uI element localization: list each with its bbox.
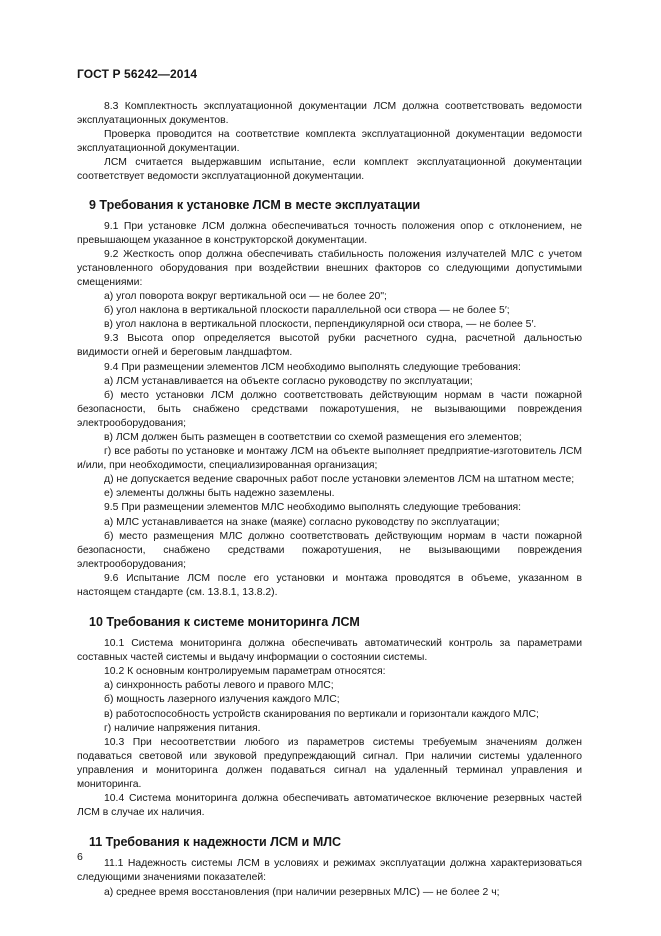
paragraph: ЛСМ считается выдержавшим испытание, если комплект эксплуатационной документации соответствует ведомости эксплуатационной документации. [77,157,582,183]
section-9-heading: 9 Требования к установке ЛСМ в месте эксплуатации [89,197,421,212]
document-header: ГОСТ Р 56242—2014 [77,67,198,81]
paragraph: Проверка проводится на соответствие комплекта эксплуатационной документации ведомости эксплуатационной документации. [77,129,582,155]
list-item: г) наличие напряжения питания. [104,722,261,734]
list-item: в) работоспособность устройств сканирования по вертикали и горизонтали каждого МЛС; [104,708,539,720]
paragraph-10-3: 10.3 При несоответствии любого из параметров системы требуемым значениям должен подаваться световой или звуковой предупреждающий сигнал. При наличии системы удаленного управления и мониторинга должен подаваться сигнал на удаленный терминал управления и мониторинга. [77,736,582,791]
section-10-heading: 10 Требования к системе мониторинга ЛСМ [89,615,360,630]
list-item: а) угол поворота вокруг вертикальной оси — не более 20"; [104,291,387,303]
paragraph-9-1: 9.1 При установке ЛСМ должна обеспечиваться точность положения опор с отклонением, не превышающем указанное в конструкторской документации. [77,220,582,246]
list-item: а) синхронность работы левого и правого МЛС; [104,680,334,692]
paragraph-9-6: 9.6 Испытание ЛСМ после его установки и монтажа проводятся в объеме, указанном в настоящем стандарте (см. 13.8.1, 13.8.2). [77,572,582,598]
list-item: е) элементы должны быть надежно заземлены. [104,488,335,500]
paragraph-9-2: 9.2 Жесткость опор должна обеспечивать стабильность положения излучателей МЛС с учетом установленного оборудования при воздействии внешних факторов со следующими допустимыми смещениями: [77,248,582,288]
paragraph-10-1: 10.1 Система мониторинга должна обеспечивать автоматический контроль за параметрами составных частей системы и выдачу информации о состоянии системы. [77,638,582,664]
section-11-heading: 11 Требования к надежности ЛСМ и МЛС [89,835,342,850]
list-item: а) среднее время восстановления (при наличии резервных МЛС) — не более 2 ч; [104,886,500,898]
paragraph-9-5: 9.5 При размещении элементов МЛС необходимо выполнять следующие требования: [104,502,522,514]
paragraph-9-3: 9.3 Высота опор определяется высотой рубки расчетного судна, расчетной дальностью видимости огней и береговым ландшафтом. [77,333,582,359]
list-item: г) все работы по установке и монтажу ЛСМ на объекте выполняет предприятие-изготовитель ЛСМ и/или, при необходимости, специализированная организация; [77,446,582,472]
list-item: б) место размещения МЛС должно соответствовать действующим нормам в части пожарной безопасности, снабжено средствами пожаротушения, не вызывающими повреждения электрооборудования; [77,530,582,570]
list-item: д) не допускается ведение сварочных работ после установки элементов ЛСМ на штатном месте; [104,474,575,486]
paragraph-11-1: 11.1 Надежность системы ЛСМ в условиях и режимах эксплуатации должна характеризоваться следующими значениями показателей: [77,858,582,884]
paragraph-9-4: 9.4 При размещении элементов ЛСМ необходимо выполнять следующие требования: [104,361,521,373]
list-item: а) ЛСМ устанавливается на объекте согласно руководству по эксплуатации; [104,375,473,387]
list-item: в) ЛСМ должен быть размещен в соответствии со схемой размещения его элементов; [104,431,522,443]
list-item: б) место установки ЛСМ должно соответствовать действующим нормам в части пожарной безопасности, быть снабжено средствами пожаротушения, не вызывающими повреждения электрооборудования; [77,389,582,429]
list-item: б) угол наклона в вертикальной плоскости параллельной оси створа — не более 5′; [104,305,510,317]
document-body [77,100,582,900]
list-item: в) угол наклона в вертикальной плоскости, перпендикулярной оси створа, — не более 5′. [104,319,537,331]
paragraph-8-3: 8.3 Комплектность эксплуатационной документации ЛСМ должна соответствовать ведомости эксплуатационных документов. [77,101,582,127]
list-item: а) МЛС устанавливается на знаке (маяке) согласно руководству по эксплуатации; [104,516,500,528]
paragraph-10-4: 10.4 Система мониторинга должна обеспечивать автоматическое включение резервных частей ЛСМ в случае их наличия. [77,793,582,819]
list-item: б) мощность лазерного излучения каждого МЛС; [104,694,340,706]
page-number: 6 [77,851,83,863]
paragraph-10-2: 10.2 К основным контролируемым параметрам относятся: [104,666,386,678]
